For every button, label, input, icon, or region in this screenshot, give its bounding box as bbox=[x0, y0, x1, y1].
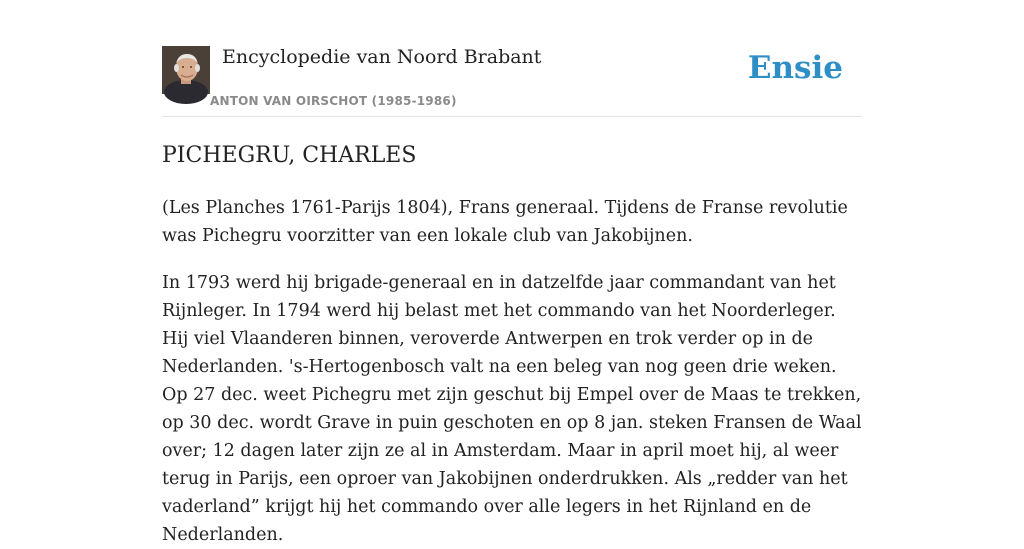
article-header bbox=[162, 0, 862, 117]
author-avatar[interactable] bbox=[162, 46, 210, 94]
entry-paragraph: In 1793 werd hij brigade-generaal en in datzelfde jaar commandant van het Rijnleger. In 1794 werd hij belast met het commando van het Noorderleger. Hij viel Vlaanderen binnen, veroverde Antwerpen en trok verder op in de Nederlanden. 's-Hertogenbosch valt na een beleg van nog geen drie weken. Op 27 dec. weet Pichegru met zijn geschut bij Empel over de Maas te trekken, op 30 dec. wordt Grave in puin geschoten en op 8 jan. steken Fransen de Waal over; 12 dagen later zijn ze al in Amsterdam. Maar in april moet hij, al weer terug in Parijs, een oproer van Jakobijnen onderdrukken. Als „redder van het vaderland” krijgt hij het commando over alle legers in het Rijnland en de Nederlanden. bbox=[162, 273, 862, 545]
entry-title: PICHEGRU, CHARLES bbox=[162, 143, 417, 168]
entry-paragraph: (Les Planches 1761-Parijs 1804), Frans generaal. Tijdens de Franse revolutie was Pichegru voorzitter van een lokale club van Jakobijnen. bbox=[162, 198, 848, 246]
author-name[interactable]: ANTON VAN OIRSCHOT (1985-1986) bbox=[210, 94, 457, 108]
article-card bbox=[162, 0, 862, 549]
ensie-logo[interactable]: Ensie bbox=[747, 50, 843, 86]
publication-title[interactable]: Encyclopedie van Noord Brabant bbox=[222, 46, 542, 68]
author-portrait-icon bbox=[162, 46, 210, 94]
